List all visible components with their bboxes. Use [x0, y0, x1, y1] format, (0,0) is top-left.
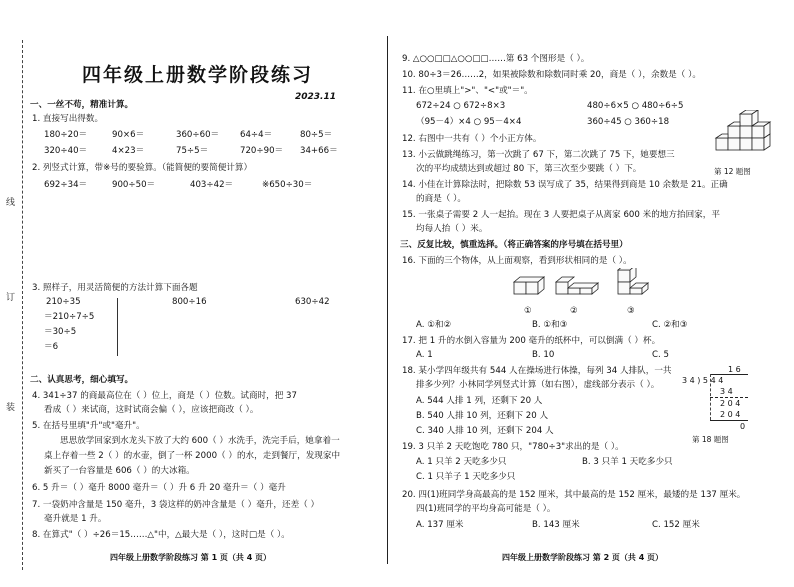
choice-option: A. 137 厘米	[416, 520, 464, 530]
division-step: 2 0 4	[720, 410, 741, 419]
q18-long-division-figure	[682, 364, 782, 434]
vertical-calc-item: 900÷50＝	[112, 180, 156, 190]
q15-text: 均每人抬（ ）米。	[416, 224, 488, 234]
q14-text: 的商是（ ）。	[416, 194, 466, 204]
q5-text: 思思放学回家到水龙头下放了大约 600（ ）水洗手，洗完手后，她拿着一	[60, 436, 340, 446]
q12-figure-caption: 第 12 题图	[714, 167, 751, 176]
q4-text: 4. 341÷37 的商最高位在（ ）位上，商是（ ）位数。试商时，把 37	[32, 391, 297, 401]
choice-option: B. 540 人排 10 列，还剩下 20 人	[416, 411, 549, 421]
q18-text: 排多少列？小林同学列竖式计算（如右图），虚线部分表示（ ）。	[416, 380, 660, 390]
q19-text: 19. 3 只羊 2 天吃饱吃 780 只，"780÷3"求出的是（ ）。	[402, 442, 624, 452]
page-footer: 四年级上册数学阶段练习 第 2 页（共 4 页）	[502, 553, 664, 562]
oral-calc-item: 720÷90＝	[240, 146, 284, 156]
q3-text: 3. 照样子，用灵活简便的方法计算下面各题	[32, 283, 198, 293]
q18-text: 18. 某小学四年级共有 544 人在操场进行体操，每列 34 人排队，一共	[402, 366, 672, 376]
q5-text: 新买了一台容量是 606（ ）的大冰箱。	[44, 466, 195, 476]
q20-text: 20. 四(1)班同学身高最高的是 152 厘米，其中最高的是 152 厘米，最矮的是 137 厘米。	[402, 490, 746, 500]
q13-text: 13. 小云做跳绳练习，第一次跳了 67 下，第二次跳了 75 下，她要想三	[402, 150, 675, 160]
left-page	[0, 0, 388, 587]
exam-date: 2023.11	[295, 92, 336, 102]
object-3	[618, 268, 648, 294]
q16-text: 16. 下面的三个物体，从上面观察，看到形状相同的是（ ）。	[402, 256, 632, 266]
compare-item: 672÷24 ○ 672÷8×3	[416, 101, 506, 111]
oral-calc-item: 4×23＝	[112, 146, 145, 156]
section-2-heading: 二、认真思考，细心填写。	[30, 375, 134, 385]
q4-text: 看成（ ）来试商，这时试商会偏（ ），应该把商改（ ）。	[44, 405, 259, 415]
simplify-item: 630÷42	[295, 297, 330, 307]
vertical-calc-item: 403÷42＝	[190, 180, 234, 190]
choice-option: C. 340 人排 10 列，还剩下 204 人	[416, 426, 554, 436]
choice-option: C. ②和③	[652, 320, 688, 330]
q9-text: 9. △○○□□△○○□□……第 63 个图形是（ ）。	[402, 54, 590, 64]
oral-calc-item: 180÷20＝	[44, 130, 88, 140]
choice-option: C. 1 只羊子 1 天吃多少只	[416, 472, 516, 482]
oral-calc-item: 75÷5＝	[176, 146, 209, 156]
q1-text: 1. 直接写出得数。	[32, 114, 104, 124]
example-line: ＝6	[44, 342, 59, 352]
q7-text: 7. 一袋奶冲含量是 150 毫升，3 袋这样的奶冲含量是（ ）毫升，还差（ ）	[32, 500, 320, 510]
example-line: 210÷35	[46, 297, 81, 307]
division-dividend: 3 4 ) 5 4 4	[682, 376, 724, 385]
q20-text: 四(1)班同学的平均身高可能是（ ）。	[416, 504, 556, 514]
choice-option: B. 3 只羊 1 天吃多少只	[582, 457, 673, 467]
division-quotient: 1 6	[728, 365, 741, 374]
division-step: 2 0 4	[720, 399, 741, 408]
vertical-calc-item: 692÷34＝	[44, 180, 88, 190]
oral-calc-item: 320÷40＝	[44, 146, 88, 156]
oral-calc-item: 64÷4＝	[240, 130, 273, 140]
q7-text: 毫升就是 1 升。	[44, 514, 107, 524]
side-mark-1: 线	[6, 198, 16, 208]
q12-text: 12. 右图中一共有（ ）个小正方体。	[402, 134, 542, 144]
object-label: ①	[524, 306, 532, 316]
object-label: ③	[627, 306, 635, 316]
compare-item: 360÷45 ○ 360÷18	[587, 117, 670, 127]
choice-option: B. ①和③	[532, 320, 568, 330]
q6-text: 6. 5 升＝（ ）毫升 8000 毫升＝（ ）升 6 升 20 毫升＝（ ）毫升	[32, 483, 286, 493]
page-footer: 四年级上册数学阶段练习 第 1 页（共 4 页）	[110, 553, 272, 562]
q11-text: 11. 在○里填上">"、"<"或"＝"。	[402, 86, 533, 96]
choice-option: A. 544 人排 1 列，还剩下 20 人	[416, 396, 543, 406]
section-3-heading: 三、反复比较，慎重选择。（将正确答案的序号填在括号里）	[400, 240, 628, 250]
q8-text: 8. 在算式"（ ）÷26＝15……△"中，△最大是（ ），这时□是（ ）。	[32, 530, 290, 540]
q13-text: 次的平均成绩达到或超过 80 下，第三次至少要跳（ ）下。	[416, 164, 642, 174]
q10-text: 10. 80÷3＝26……2，如果被除数和除数同时乘 20，商是（ ），余数是（ ）。	[402, 70, 701, 80]
oral-calc-item: 360÷60＝	[176, 130, 220, 140]
simplify-item: 800÷16	[172, 297, 207, 307]
right-page	[392, 0, 794, 587]
choice-option: C. 5	[652, 350, 669, 360]
compare-item: 480÷6×5 ○ 480÷6÷5	[587, 101, 684, 111]
division-step: 3 4	[720, 387, 733, 396]
example-line: ＝30÷5	[44, 327, 77, 337]
choice-option: B. 143 厘米	[532, 520, 580, 530]
choice-option: B. 10	[532, 350, 555, 360]
object-1	[514, 277, 544, 294]
q16-objects-figure	[510, 268, 660, 318]
choice-option: A. 1	[416, 350, 433, 360]
object-2	[556, 277, 598, 294]
q2-text: 2. 列竖式计算，带※号的要验算。（能简便的要简便计算）	[32, 163, 253, 173]
example-separator	[117, 298, 118, 356]
page-title: 四年级上册数学阶段练习	[82, 64, 314, 86]
q15-text: 15. 一张桌子需要 2 人一起抬。现在 3 人要把桌子从离家 600 米的地方抬回家，平	[402, 210, 720, 220]
q5-text: 5. 在括号里填"升"或"毫升"。	[32, 421, 145, 431]
side-mark-3: 装	[6, 403, 16, 413]
section-1-heading: 一、一丝不苟，精准计算。	[30, 100, 134, 110]
oral-calc-item: 90×6＝	[112, 130, 145, 140]
q5-text: 桌上存着一些 2（ ）的水壶，倒了一杯 2000（ ）的水，走到餐厅，发现家中	[44, 451, 341, 461]
vertical-calc-item: ※650÷30＝	[262, 180, 313, 190]
oral-calc-item: 34+66＝	[300, 146, 338, 156]
choice-option: C. 152 厘米	[652, 520, 700, 530]
oral-calc-item: 80÷5＝	[300, 130, 333, 140]
q18-figure-caption: 第 18 题图	[692, 435, 729, 444]
compare-item: （95－4）×4 ○ 95－4×4	[416, 117, 522, 127]
choice-option: A. ①和②	[416, 320, 452, 330]
division-remainder: 0	[740, 422, 746, 431]
q12-cube-figure	[710, 110, 786, 166]
object-label: ②	[570, 306, 578, 316]
side-mark-2: 订	[6, 293, 16, 303]
q17-text: 17. 把 1 升的水倒入容量为 200 毫升的纸杯中，可以倒满（ ）杯。	[402, 336, 661, 346]
choice-option: A. 1 只羊 2 天吃多少只	[416, 457, 507, 467]
cube-stack	[716, 110, 770, 150]
example-line: ＝210÷7÷5	[44, 312, 95, 322]
q14-text: 14. 小佳在计算除法时，把除数 53 误写成了 35，结果得到商是 10 余数是 21。正确	[402, 180, 728, 190]
